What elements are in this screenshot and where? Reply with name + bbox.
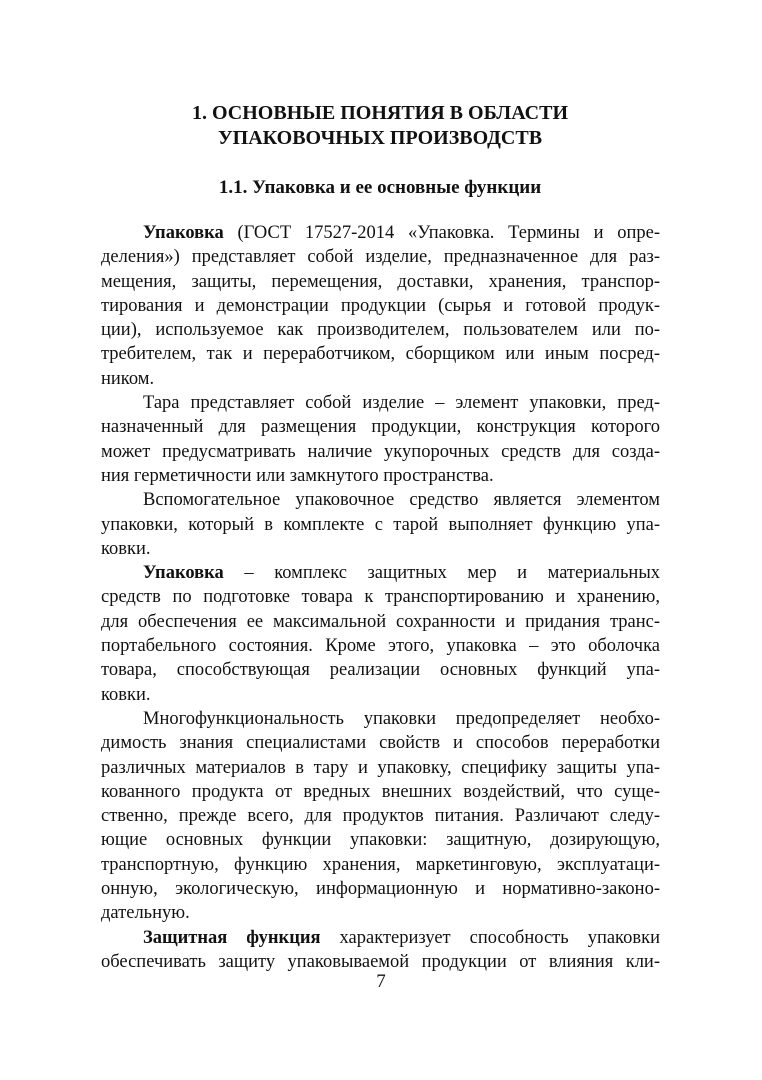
paragraph-protective-function <box>101 926 660 975</box>
text-line <box>101 561 660 585</box>
text-line: деления») представляет собой изделие, предназначенное для раз- <box>101 247 660 268</box>
chapter-title <box>100 101 660 151</box>
text-line: Тара представляет собой изделие – элемент упаковки, пред- <box>143 393 660 414</box>
text-line: обеспечивать защиту упаковываемой продукции от влияния кли- <box>101 951 660 972</box>
text-fragment: характеризует способность упаковки <box>320 927 660 948</box>
paragraph-auxiliary-means <box>101 488 660 561</box>
text-line: тирования и демонстрации продукции (сырья и готовой продук- <box>101 295 660 316</box>
chapter-title-line-2: УПАКОВОЧНЫХ ПРОИЗВОДСТВ <box>217 127 543 149</box>
text-fragment: – комплекс защитных мер и материальных <box>223 563 660 584</box>
text-line: различных материалов в тару и упаковку, специфику защиты упа- <box>101 757 660 778</box>
section-title: 1.1. Упаковка и ее основные функции <box>218 177 542 198</box>
text-line: для обеспечения ее максимальной сохранности и придания транс- <box>101 611 660 632</box>
text-line <box>101 926 660 950</box>
text-line: ции), используемое как производителем, пользователем или по- <box>101 320 660 341</box>
page-number: 7 <box>376 971 386 992</box>
text-line: средств по подготовке товара к транспортированию и хранению, <box>101 587 660 608</box>
term-bold: Защитная функция <box>143 927 321 948</box>
text-line: транспортную, функцию хранения, маркетинговую, эксплуатаци- <box>101 854 660 875</box>
text-line: кованного продукта от вредных внешних воздействий, что суще- <box>101 781 660 802</box>
paragraph-packaging-complex <box>101 561 660 707</box>
text-line: портабельного состояния. Кроме этого, упаковка – это оболочка <box>101 636 660 657</box>
text-line: ником. <box>101 368 155 389</box>
text-line: назначенный для размещения продукции, конструкция которого <box>101 417 660 438</box>
body-text <box>101 221 660 974</box>
term-bold: Упаковка <box>143 563 224 584</box>
text-line: Вспомогательное упаковочное средство является элементом <box>143 490 660 511</box>
text-line <box>101 221 660 245</box>
text-line: требителем, так и переработчиком, сборщиком или иным посред- <box>101 344 660 365</box>
text-line: дательную. <box>101 903 190 924</box>
text-line: ственно, прежде всего, для продуктов питания. Различают следу- <box>101 806 660 827</box>
text-line: товара, способствующая реализации основных функций упа- <box>101 660 660 681</box>
text-line: димость знания специалистами свойств и способов переработки <box>101 733 660 754</box>
text-line: Многофункциональность упаковки предопределяет необхо- <box>143 708 660 729</box>
text-fragment: (ГОСТ 17527-2014 «Упаковка. Термины и опре- <box>223 223 660 243</box>
text-line: мещения, защиты, перемещения, доставки, хранения, транспор- <box>101 271 660 292</box>
text-line: ющие основных функции упаковки: защитную, дозирующую, <box>101 830 660 851</box>
text-line: может предусматривать наличие укупорочных средств для созда- <box>101 441 660 462</box>
text-line: ния герметичности или замкнутого пространства. <box>101 465 494 486</box>
text-line: ковки. <box>101 538 151 559</box>
text-line: ковки. <box>101 684 151 705</box>
paragraph-multifunctionality <box>101 707 660 926</box>
term-bold: Упаковка <box>143 223 224 243</box>
chapter-title-line-1: 1. ОСНОВНЫЕ ПОНЯТИЯ В ОБЛАСТИ <box>192 102 568 124</box>
text-line: онную, экологическую, информационную и нормативно-законо- <box>101 879 660 900</box>
paragraph-packaging-definition <box>101 221 660 391</box>
text-line: упаковки, который в комплекте с тарой выполняет функцию упа- <box>101 514 660 535</box>
paragraph-container-definition <box>101 391 660 488</box>
